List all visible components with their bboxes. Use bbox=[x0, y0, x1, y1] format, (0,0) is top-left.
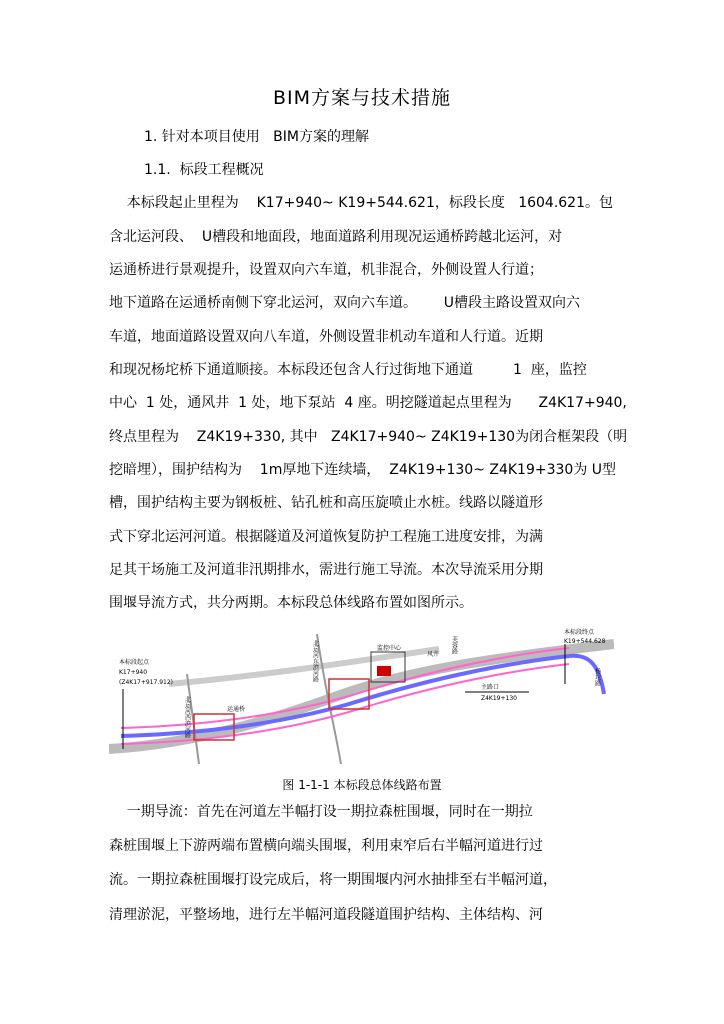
paragraph-line: 流。一期拉森桩围堰打设完成后，将一期围堰内河水抽排至右半幅河道， bbox=[109, 872, 557, 888]
paragraph-line: 清理淤泥，平整场地，进行左半幅河道段隧道围护结构、主体结构、河 bbox=[109, 907, 543, 923]
control-center-marker bbox=[377, 666, 391, 676]
section-heading-1-1: 1.1. 标段工程概况 bbox=[144, 162, 264, 178]
section-heading-1: 1. 针对本项目使用 BIM方案的理解 bbox=[144, 129, 369, 145]
paragraph-line: 挖暗埋），围护结构为 1m厚地下连续墙， Z4K19+130~ Z4K19+330为 U型 bbox=[109, 462, 617, 478]
paragraph-line: 足其干场施工及河道非汛期排水，需进行施工导流。本次导流采用分期 bbox=[109, 562, 543, 578]
end-mileage: K19+544.628 bbox=[564, 638, 606, 645]
main-road-label: 主路口 bbox=[481, 684, 500, 691]
paragraph-line: 槽，围护结构主要为钢板桩、钻孔桩和高压旋喷止水桩。线路以隧道形 bbox=[109, 495, 543, 511]
paragraph-line: 车道，地面道路设置双向八车道，外侧设置非机动车道和人行道。近期 bbox=[109, 329, 543, 345]
paragraph-line: 本标段起止里程为 K17+940~ K19+544.621，标段长度 1604.621。包 bbox=[109, 195, 613, 211]
paragraph-line: 地下道路在运通桥南侧下穿北运河，双向六车道。 U槽段主路设置双向六 bbox=[109, 295, 580, 311]
start-mileage: K17+940 bbox=[119, 669, 148, 676]
paragraph-line: 终点里程为 Z4K19+330, 其中 Z4K17+940~ Z4K19+130为闭合框架段（明 bbox=[109, 429, 628, 445]
paragraph-line: 中心 1 处，通风井 1 处，地下泵站 4 座。明挖隧道起点里程为 Z4K17+940, bbox=[109, 395, 627, 411]
right-road-label: 杨坨路 bbox=[593, 668, 601, 686]
bridge-label: 运通桥 bbox=[227, 706, 246, 713]
main-road-mileage: Z4K19+130 bbox=[481, 695, 517, 702]
start-z-mileage: (Z4K17+917.912) bbox=[119, 679, 174, 686]
river-west-label: 北运河西滨河路 bbox=[183, 696, 191, 738]
document-title: BIM方案与技术措施 bbox=[272, 87, 452, 109]
route-layout-map bbox=[109, 624, 614, 764]
paragraph-line: 式下穿北运河河道。根据隧道及河道恢复防护工程施工进度安排，为满 bbox=[109, 529, 543, 545]
figure-caption: 图 1-1-1 本标段总体线路布置 bbox=[282, 778, 442, 792]
paragraph-line: 围堰导流方式，共分两期。本标段总体线路布置如图所示。 bbox=[109, 595, 473, 611]
paragraph-line: 含北运河段、 U槽段和地面段，地面道路利用现况运通桥跨越北运河，对 bbox=[109, 229, 563, 245]
end-label: 本标段终点 bbox=[564, 629, 595, 636]
chunhua-road-label: 芙蓉路 bbox=[450, 636, 458, 654]
paragraph-line: 和现况杨坨桥下通道顺接。本标段还包含人行过街地下通道 1 座，监控 bbox=[109, 362, 587, 378]
river-east-label: 北运河东滨河路 bbox=[311, 640, 319, 682]
control-center-label: 监控中心 bbox=[377, 645, 402, 652]
start-label: 本标段起点 bbox=[119, 659, 150, 666]
paragraph-line: 运通桥进行景观提升，设置双向六车道，机非混合，外侧设置人行道； bbox=[109, 262, 543, 278]
route-layout-figure bbox=[109, 624, 614, 764]
shaft-label: 风井 bbox=[427, 651, 440, 658]
paragraph-line: 一期导流：首先在河道左半幅打设一期拉森桩围堰，同时在一期拉 bbox=[109, 804, 533, 820]
paragraph-line: 森桩围堰上下游两端布置横向端头围堰，利用束窄后右半幅河道进行过 bbox=[109, 838, 543, 854]
